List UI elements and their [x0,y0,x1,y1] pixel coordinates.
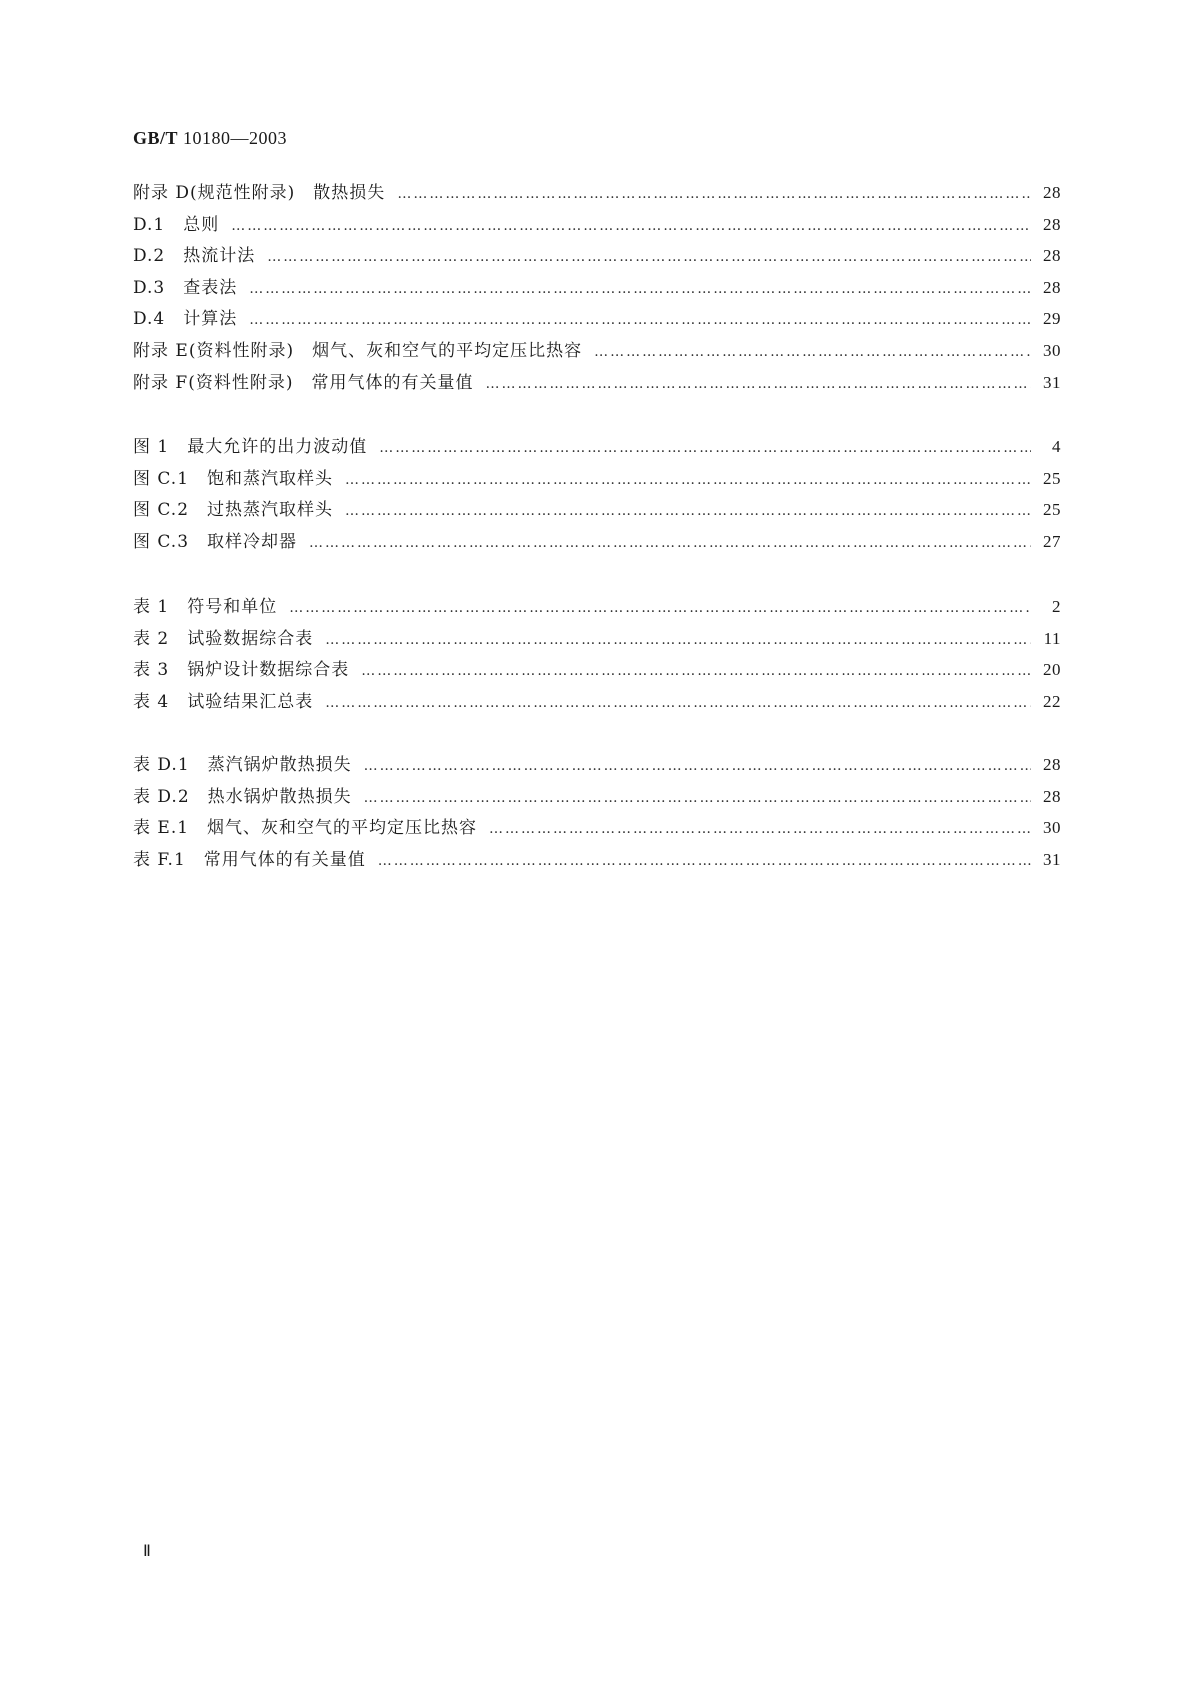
toc-entry-label: 图 C.1 饱和蒸汽取样头 [133,468,334,489]
toc-entry[interactable] [133,687,1061,719]
toc-entry-page: 30 [1043,818,1061,838]
dot-leader [364,790,1031,806]
toc-entry-label: 表 D.1 蒸汽锅炉散热损失 [133,755,352,775]
toc-entry[interactable] [133,241,1061,273]
toc-entry[interactable] [133,750,1061,782]
toc-entry-page: 28 [1043,214,1061,234]
dot-leader [489,821,1031,837]
dot-leader [364,758,1031,774]
toc-entry-label: D.2 热流计法 [133,246,256,267]
toc-entry[interactable] [133,304,1061,336]
toc-entry-label: 表 E.1 烟气、灰和空气的平均定压比热容 [133,818,478,839]
toc-entry[interactable] [133,464,1061,496]
dot-leader [379,440,1031,456]
page-number: Ⅱ [143,1543,151,1560]
dot-leader [249,312,1031,328]
toc-entry[interactable] [133,178,1061,210]
document-header [133,128,287,149]
toc-entry-label: D.1 总则 [133,214,220,235]
toc-entry-label: D.4 计算法 [133,309,238,330]
toc-entry[interactable] [133,495,1061,527]
dot-leader [485,376,1031,392]
toc-entry[interactable] [133,432,1061,464]
toc-entry-label: D.3 查表法 [133,277,238,298]
standard-prefix: GB/T [133,128,179,148]
toc-entry[interactable] [133,845,1061,877]
toc-entry[interactable] [133,273,1061,305]
toc-entry-page: 30 [1043,340,1061,360]
dot-leader [267,249,1031,265]
toc-figures [133,432,1061,558]
standard-number: 10180—2003 [183,128,288,148]
dot-leader [325,695,1031,711]
toc-entry[interactable] [133,782,1061,814]
toc-entry-page: 29 [1043,309,1061,329]
dot-leader [289,600,1031,616]
dot-leader [397,186,1031,202]
dot-leader [594,344,1031,360]
toc-entry[interactable] [133,624,1061,656]
toc-entry-label: 表 1 符号和单位 [133,597,278,617]
toc-entry-page: 4 [1052,437,1061,456]
toc-entry-label: 表 D.2 热水锅炉散热损失 [133,786,352,807]
toc-entry-page: 28 [1043,277,1061,297]
toc-entry-page: 2 [1052,597,1061,616]
toc-entry[interactable] [133,813,1061,845]
toc-entry[interactable] [133,592,1061,624]
dot-leader [361,663,1031,679]
toc-entry-label: 表 2 试验数据综合表 [133,628,314,649]
toc-entry-page: 28 [1043,755,1061,774]
toc-entry-page: 31 [1043,372,1061,392]
toc-entry-label: 表 F.1 常用气体的有关量值 [133,849,366,870]
toc-entry-label: 表 4 试验结果汇总表 [133,691,314,712]
toc-entry-label: 图 C.3 取样冷却器 [133,531,298,552]
toc-entry-page: 11 [1043,628,1061,648]
toc-entry-page: 31 [1043,849,1061,869]
toc-appendix-tables [133,750,1061,876]
toc-entry-page: 28 [1043,786,1061,806]
toc-entry[interactable] [133,210,1061,242]
toc-entry-page: 20 [1043,660,1061,680]
toc-entry-page: 28 [1043,183,1061,202]
toc-entry-page: 25 [1043,468,1061,488]
dot-leader [378,853,1031,869]
dot-leader [325,632,1031,648]
toc-entry-page: 28 [1043,246,1061,266]
toc-entry-label: 图 C.2 过热蒸汽取样头 [133,500,334,521]
toc-entry[interactable] [133,368,1061,400]
toc-entry[interactable] [133,655,1061,687]
toc-tables [133,592,1061,718]
toc-entry-label: 表 3 锅炉设计数据综合表 [133,660,350,681]
dot-leader [345,472,1031,488]
dot-leader [345,503,1031,519]
toc-entry-label: 附录 D(规范性附录) 散热损失 [133,183,386,203]
toc-appendices [133,178,1061,399]
dot-leader [249,281,1031,297]
toc-entry-page: 27 [1043,531,1061,551]
toc-entry-page: 22 [1043,691,1061,711]
toc-entry[interactable] [133,527,1061,559]
toc-entry[interactable] [133,336,1061,368]
toc-entry-label: 附录 F(资料性附录) 常用气体的有关量值 [133,372,474,393]
dot-leader [231,218,1031,234]
toc-entry-page: 25 [1043,500,1061,520]
toc-entry-label: 附录 E(资料性附录) 烟气、灰和空气的平均定压比热容 [133,340,583,361]
dot-leader [309,535,1031,551]
toc-entry-label: 图 1 最大允许的出力波动值 [133,437,368,457]
